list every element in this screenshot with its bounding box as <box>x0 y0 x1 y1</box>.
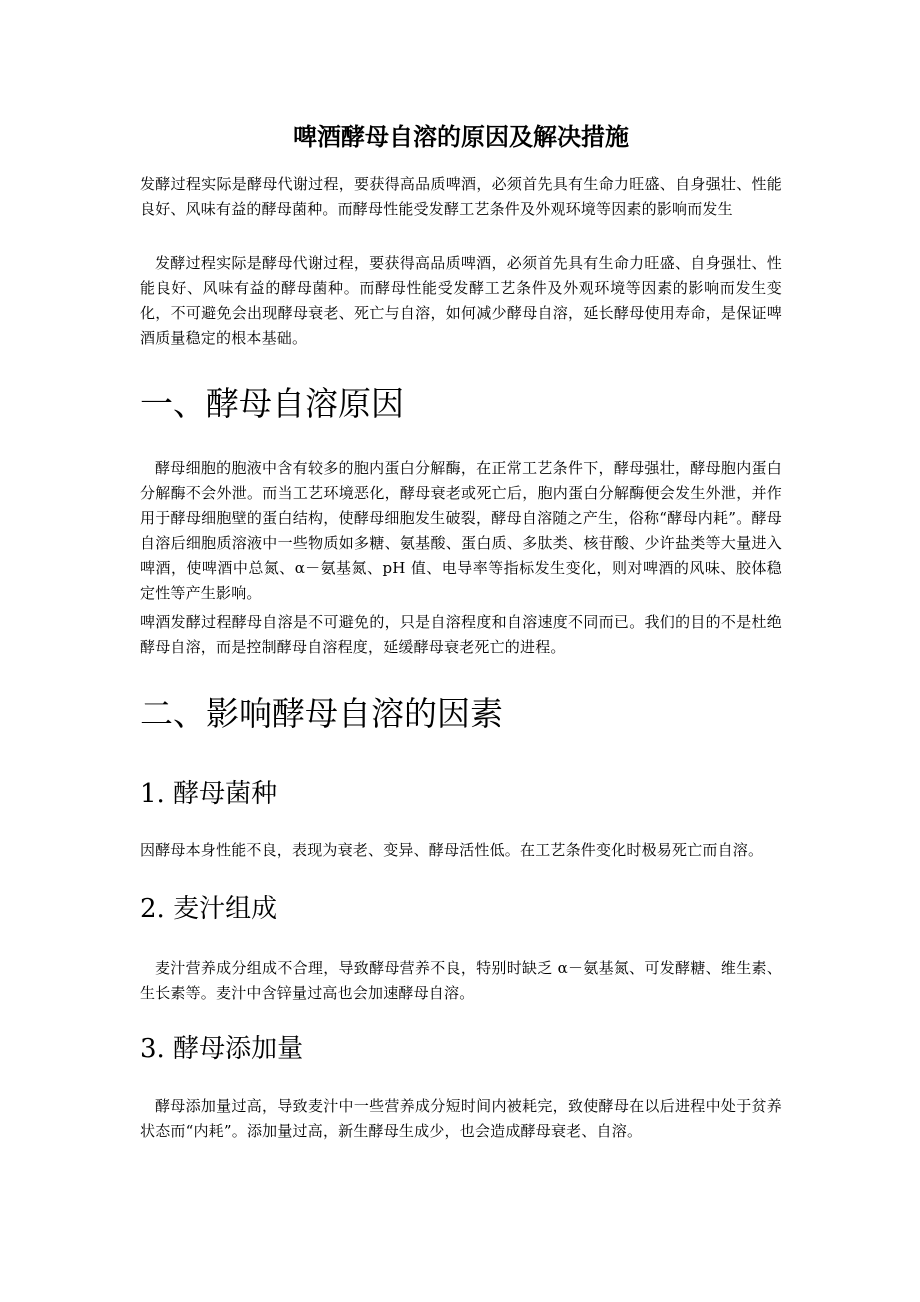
yeast-strain-paragraph: 因酵母本身性能不良，表现为衰老、变异、酵母活性低。在工艺条件变化时极易死亡而自溶。 <box>140 841 764 859</box>
causes-paragraph-1: 酵母细胞的胞液中含有较多的胞内蛋白分解酶，在正常工艺条件下，酵母强壮，酵母胞内蛋白分解酶不会外泄。而当工艺环境恶化，酵母衰老或死亡后，胞内蛋白分解酶便会发生外泄，并作用于酵母细胞壁的蛋白结构，使酵母细胞发生破裂，酵母自溶随之产生，俗称“酵母内耗”。酵母自溶后细胞质溶液中一些物质如多糖、氨基酸、蛋白质、多肽类、核苷酸、少许盐类等大量进入啤酒，使啤酒中总氮、α－氨基氮、pH 值、电导率等指标发生变化，则对啤酒的风味、胶体稳定性等产生影响。 <box>140 459 782 602</box>
section-heading-causes: 一、酵母自溶原因 <box>140 384 404 423</box>
causes-paragraph-2: 啤酒发酵过程酵母自溶是不可避免的，只是自溶程度和自溶速度不同而已。我们的目的不是杜绝酵母自溶，而是控制酵母自溶程度，延缓酵母衰老死亡的进程。 <box>140 613 782 656</box>
document-title: 啤酒酵母自溶的原因及解决措施 <box>293 122 629 151</box>
subheading-yeast-dosage: 3. 酵母添加量 <box>140 1034 304 1064</box>
wort-composition-paragraph: 麦汁营养成分组成不合理，导致酵母营养不良，特别时缺乏 α－氨基氮、可发酵糖、维生素、生长素等。麦汁中含锌量过高也会加速酵母自溶。 <box>140 959 782 1002</box>
subheading-wort-composition: 2. 麦汁组成 <box>140 894 278 924</box>
subheading-yeast-strain: 1. 酵母菌种 <box>140 779 278 809</box>
intro-paragraph: 发酵过程实际是酵母代谢过程，要获得高品质啤酒，必须首先具有生命力旺盛、自身强壮、性能良好、风味有益的酵母菌种。而酵母性能受发酵工艺条件及外观环境等因素的影响而发生变化，不可避免会出现酵母衰老、死亡与自溶，如何减少酵母自溶，延长酵母使用寿命，是保证啤酒质量稳定的根本基础。 <box>140 254 782 347</box>
intro-summary-paragraph: 发酵过程实际是酵母代谢过程，要获得高品质啤酒，必须首先具有生命力旺盛、自身强壮、性能良好、风味有益的酵母菌种。而酵母性能受发酵工艺条件及外观环境等因素的影响而发生 <box>140 175 782 218</box>
yeast-dosage-paragraph: 酵母添加量过高，导致麦汁中一些营养成分短时间内被耗完，致使酵母在以后进程中处于贫养状态而“内耗”。添加量过高，新生酵母生成少，也会造成酵母衰老、自溶。 <box>140 1097 782 1140</box>
section-heading-factors: 二、影响酵母自溶的因素 <box>140 694 503 733</box>
